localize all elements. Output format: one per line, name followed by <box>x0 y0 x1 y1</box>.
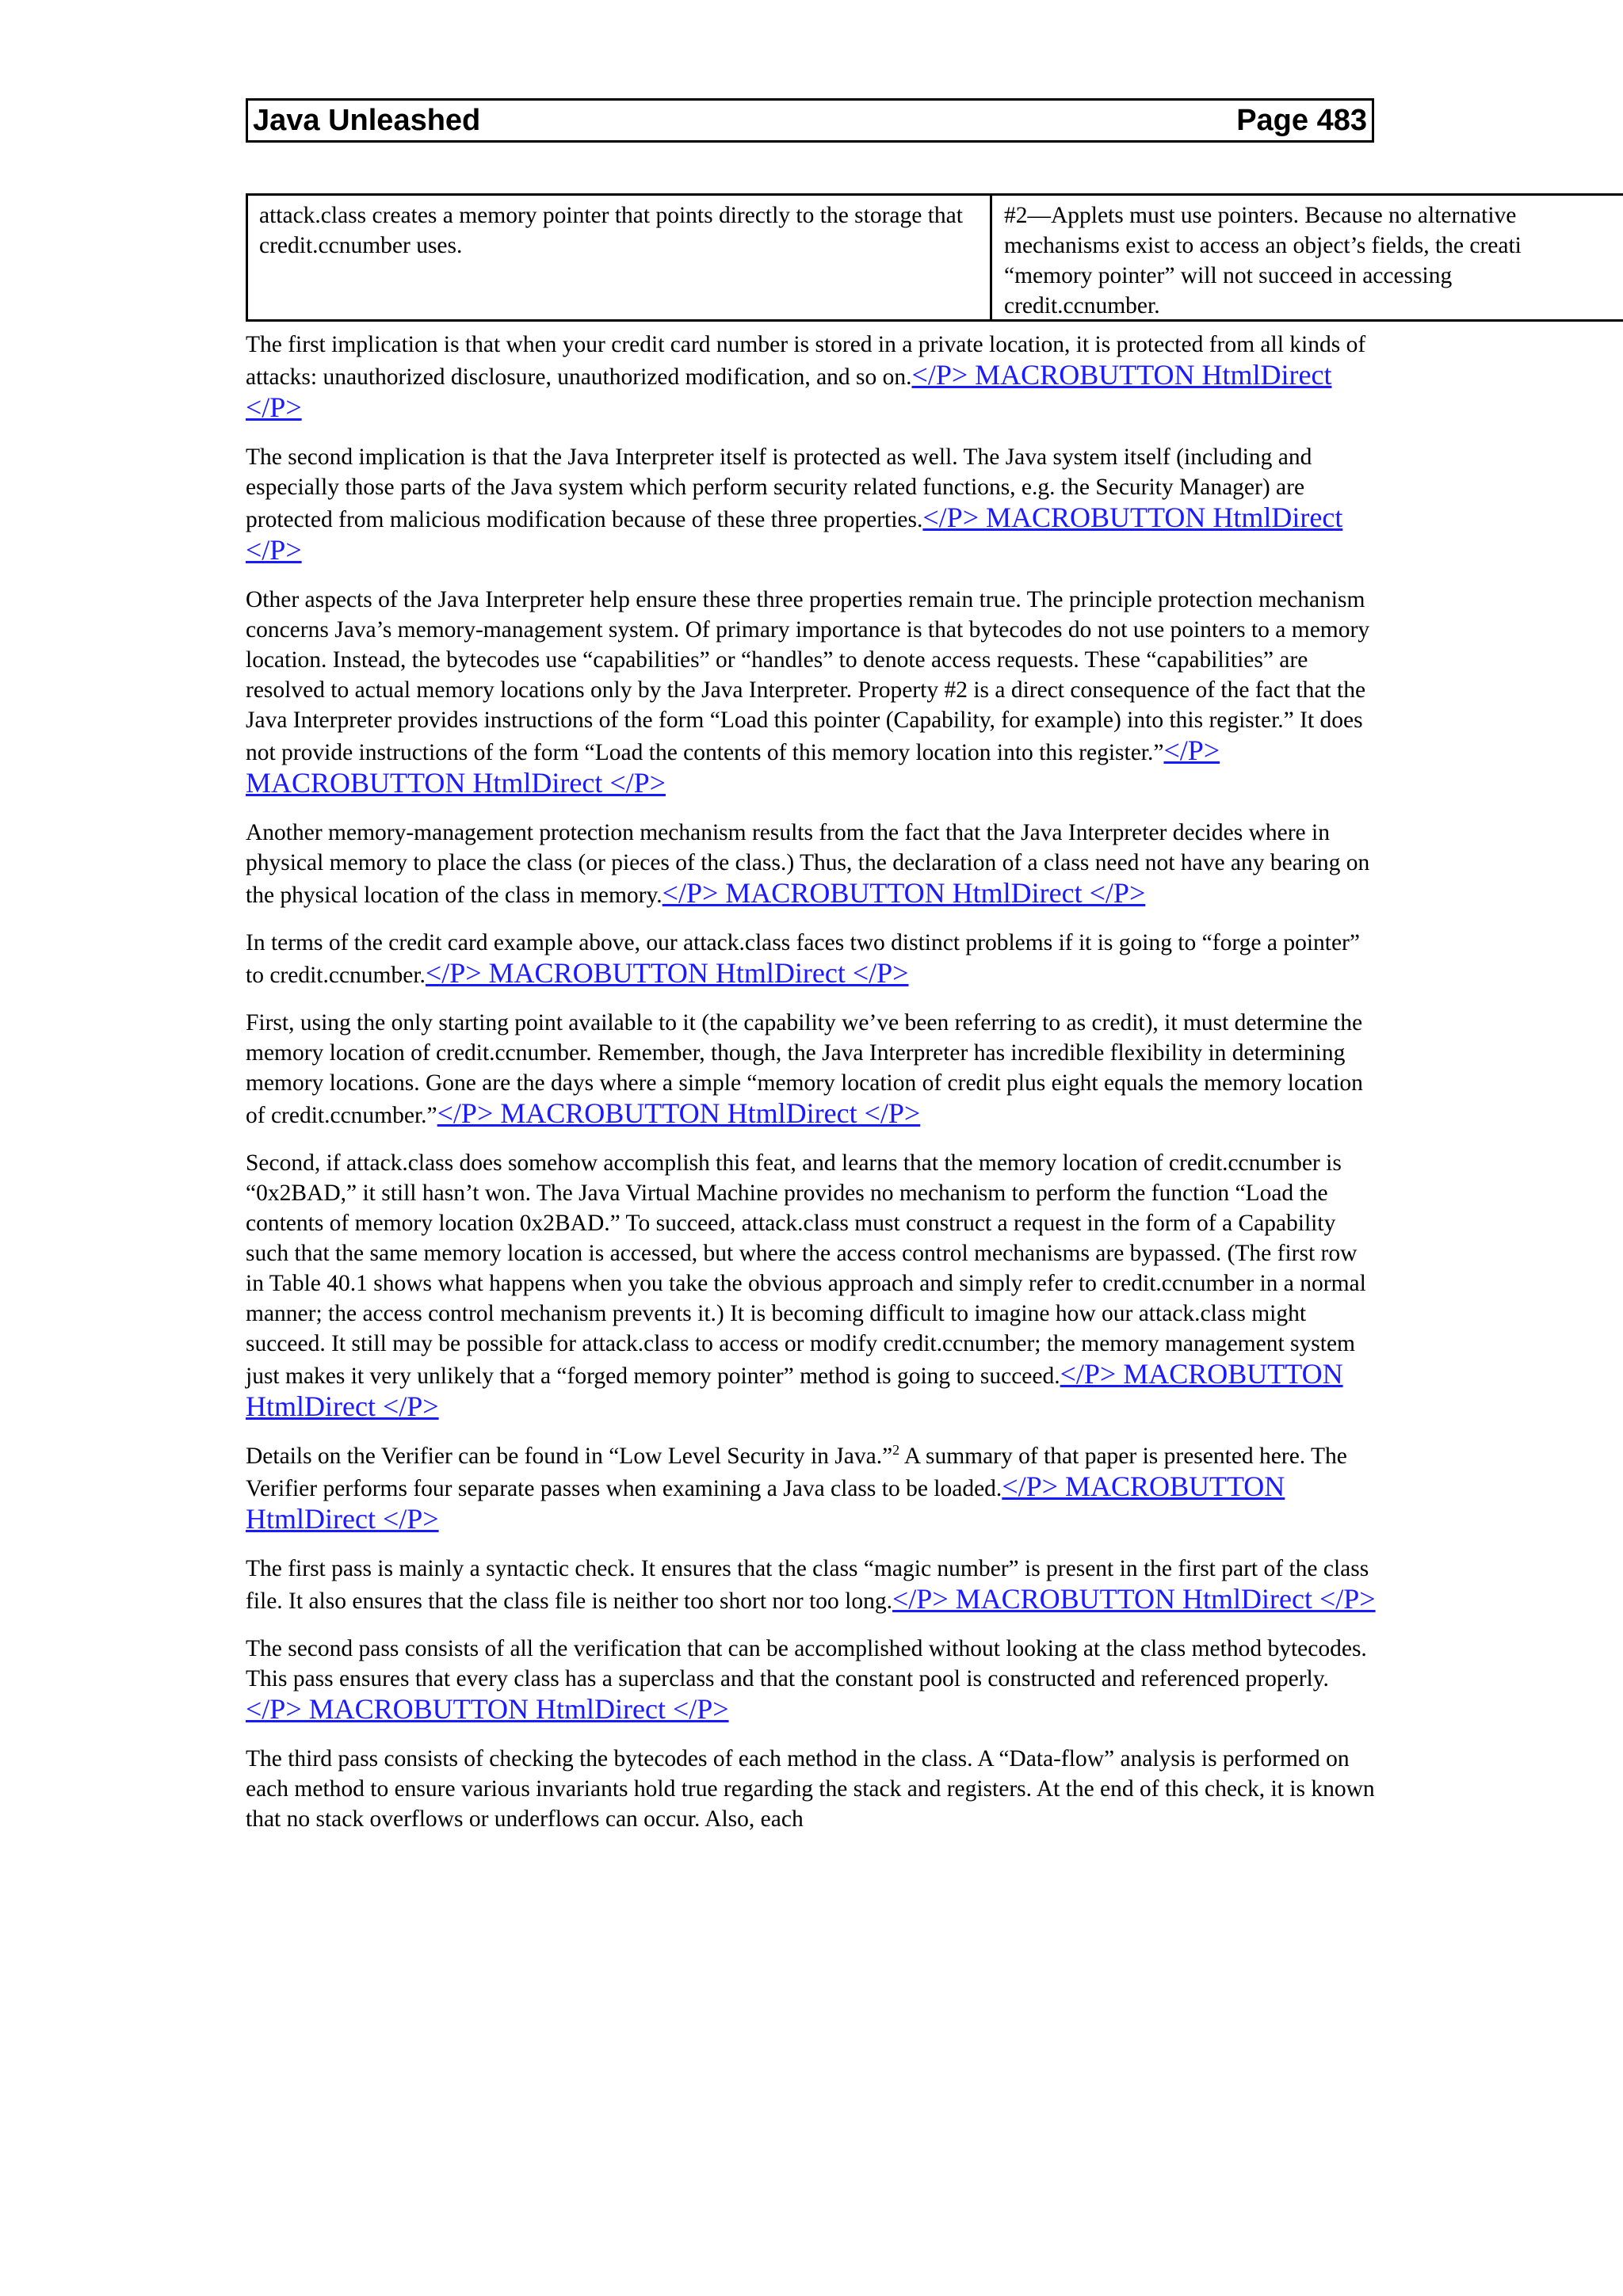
macrobutton-link[interactable]: </P> MACROBUTTON HtmlDirect </P> <box>246 1693 729 1725</box>
macrobutton-link[interactable]: </P> MACROBUTTON HtmlDirect </P> <box>246 502 1343 566</box>
table-cell-right: #2—Applets must use pointers. Because no alternative mechanisms exist to access an object’s fields, the creati “memory pointer” will not succeed in accessing credit.ccnumber. <box>1004 203 1522 318</box>
macrobutton-link[interactable]: </P> MACROBUTTON HtmlDirect </P> <box>246 734 1220 799</box>
paragraph: In terms of the credit card example above, our attack.class faces two distinct problems if it is going to “forge a pointer” to credit.ccnumber.</P> MACROBUTTON HtmlDirect </P> <box>246 930 1360 989</box>
paragraph: The first pass is mainly a syntactic check. It ensures that the class “magic number” is present in the first part of the class file. It also ensures that the class file is neither too short nor too long.</P> MACROBUTTON HtmlDirect </P> <box>246 1556 1376 1615</box>
body-text <box>246 330 1381 1852</box>
paragraph: The third pass consists of checking the bytecodes of each method in the class. A “Data-flow” analysis is performed on each method to ensure various invariants hold true regarding the stack and registers. At the end of this check, it is known that no stack overflows or underflows can occur. Also, each <box>246 1746 1375 1832</box>
macrobutton-link[interactable]: </P> MACROBUTTON HtmlDirect </P> <box>892 1583 1376 1615</box>
paragraph: The second pass consists of all the verification that can be accomplished without looking at the class method bytecodes. This pass ensures that every class has a superclass and that the constant pool is constructed and referenced properly.</P> MACROBUTTON HtmlDirect </P> <box>246 1636 1367 1725</box>
paragraph: The first implication is that when your credit card number is stored in a private location, it is protected from all kinds of attacks: unauthorized disclosure, unauthorized modification, and so on.</P> MACROBUTTON HtmlDirect </P> <box>246 332 1366 423</box>
table-fragment <box>246 193 1623 322</box>
paragraph: Second, if attack.class does somehow accomplish this feat, and learns that the memory location of credit.ccnumber is “0x2BAD,” it still hasn’t won. The Java Virtual Machine provides no mechanism to perform the function “Load the contents of memory location 0x2BAD.” To succeed, attack.class must construct a request in the form of a Capability such that the same memory location is accessed, but where the access control mechanisms are bypassed. (The first row in Table 40.1 shows what happens when you take the obvious approach and simply refer to credit.ccnumber in a normal manner; the access control mechanism prevents it.) It is becoming difficult to imagine how our attack.class might succeed. It still may be possible for attack.class to access or modify credit.ccnumber; the memory management system just makes it very unlikely that a “forged memory pointer” method is going to succeed.</P> MACROBUTTON HtmlDirect </P> <box>246 1150 1366 1422</box>
paragraph: Details on the Verifier can be found in “Low Level Security in Java.”$^2$ A summary of that paper is presented here. The Verifier performs four separate passes when examining a Java class to be loaded.</P> MACROBUTTON HtmlDirect </P> <box>246 1442 1347 1535</box>
macrobutton-link[interactable]: </P> MACROBUTTON HtmlDirect </P> <box>425 957 909 989</box>
paragraph: First, using the only starting point available to it (the capability we’ve been referring to as credit), it must determine the memory location of credit.ccnumber. Remember, though, the Java Interpreter has incredible flexibility in determining memory locations. Gone are the days where a simple “memory location of credit plus eight equals the memory location of credit.ccnumber.”</P> MACROBUTTON HtmlDirect </P> <box>246 1010 1363 1129</box>
paragraph: Other aspects of the Java Interpreter help ensure these three properties remain true. The principle protection mechanism concerns Java’s memory-management system. Of primary importance is that bytecodes do not use pointers to a memory location. Instead, the bytecodes use “capabilities” or “handles” to denote access requests. These “capabilities” are resolved to actual memory locations only by the Java Interpreter. Property #2 is a direct consequence of the fact that the Java Interpreter provides instructions of the form “Load this pointer (Capability, for example) into this register.” It does not provide instructions of the form “Load the contents of this memory location into this register.”</P> MACROBUTTON HtmlDirect </P> <box>246 587 1370 799</box>
page-number: Page 483 <box>1236 104 1367 137</box>
book-title: Java Unleashed <box>253 104 481 137</box>
macrobutton-link[interactable]: </P> MACROBUTTON HtmlDirect </P> <box>437 1097 921 1129</box>
macrobutton-link[interactable]: </P> MACROBUTTON HtmlDirect </P> <box>246 1470 1285 1535</box>
paragraph: The second implication is that the Java Interpreter itself is protected as well. The Java system itself (including and especially those parts of the Java system which perform security related functions, e.g. the Security Manager) are protected from malicious modification because of these three properties.</P> MACROBUTTON HtmlDirect </P> <box>246 444 1343 566</box>
paragraph: Another memory-management protection mechanism results from the fact that the Java Interpreter decides where in physical memory to place the class (or pieces of the class.) Thus, the declaration of a class need not have any bearing on the physical location of the class in memory.</P> MACROBUTTON HtmlDirect </P> <box>246 820 1370 909</box>
page-header <box>246 98 1374 143</box>
macrobutton-link[interactable]: </P> MACROBUTTON HtmlDirect </P> <box>662 877 1146 909</box>
table-cell-left: attack.class creates a memory pointer that points directly to the storage that credit.ccnumber uses. <box>259 203 963 258</box>
footnote-ref: 2 <box>892 1442 900 1459</box>
table-column-divider <box>990 196 992 319</box>
macrobutton-link[interactable]: </P> MACROBUTTON HtmlDirect </P> <box>246 1358 1343 1422</box>
macrobutton-link[interactable]: </P> MACROBUTTON HtmlDirect </P> <box>246 359 1332 423</box>
